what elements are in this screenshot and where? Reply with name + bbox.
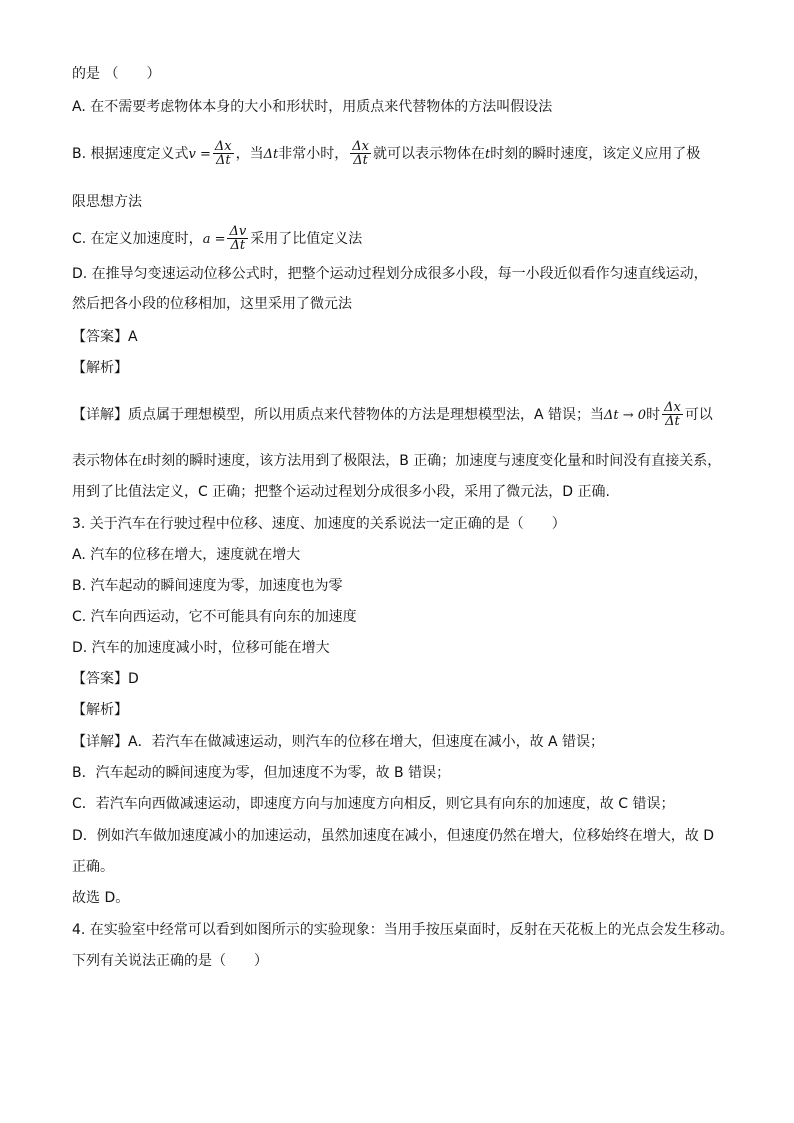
option-a: A. 汽车的位移在增大，速度就在增大 [72,547,301,563]
formula: a = [202,232,226,247]
question-4: 4. 在实验室中经常可以看到如图所示的实验现象：当用手按压桌面时，反射在天花板上的光点会发生移动。 [72,922,734,938]
fraction [227,225,248,252]
numerator: Δx [664,399,681,415]
explanation-line [72,451,721,472]
formula: t [142,454,148,469]
fraction [213,140,234,167]
text: 时刻的瞬时速度，该方法用到了极限法，B 正确；加速度与速度变化量和时间没有直接关系， [147,453,722,469]
answer-label: 【答案】A [72,329,138,345]
denominator: Δt [230,237,246,253]
text: 可以 [684,407,713,423]
explanation-line: 用到了比值法定义，C 正确；把整个运动过程划分成很多小段，采用了微元法，D 正确. [72,484,610,500]
formula: Δt → 0 [604,408,647,423]
option-b: B. 汽车起动的瞬间速度为零，加速度也为零 [72,578,343,594]
analysis-label: 【解析】 [72,702,128,718]
text: 表示物体在 [72,453,142,469]
text: 非常小时， [278,146,349,162]
text: 就可以表示物体在 [372,146,485,162]
text: C. 在定义加速度时， [72,231,203,247]
conclusion-line: 故选 D。 [72,890,130,906]
denominator: Δt [665,413,680,429]
denominator: Δt [215,152,231,168]
denominator: Δt [353,152,368,168]
option-a: A. 在不需要考虑物体本身的大小和形状时，用质点来代替物体的方法叫假设法 [72,99,553,115]
formula: Δt [263,147,279,162]
text-line: 限思想方法 [72,194,142,210]
option-c [72,222,362,257]
option-c: C. 汽车向西运动，它不可能具有向东的加速度 [72,609,357,625]
explanation-line [72,398,713,433]
text: 时 [646,407,661,423]
text: 【详解】质点属于理想模型，所以用质点来代替物体的方法是理想模型法，A 错误；当 [72,407,605,423]
text: ，当 [235,146,264,162]
analysis-label: 【解析】 [72,360,128,376]
text-line: 下列有关说法正确的是（ ） [72,953,268,969]
option-b [72,137,700,172]
numerator: Δx [214,138,232,154]
numerator: Δx [352,138,369,154]
explanation-line: C．若汽车向西做减速运动，即速度方向与加速度方向相反，则它具有向东的加速度，故 C 错误； [72,796,675,812]
formula: v = [188,147,211,162]
explanation-line: B．汽车起动的瞬间速度为零，但加速度不为零，故 B 错误； [72,765,451,781]
text: 采用了比值定义法 [250,231,363,247]
explanation-line: D．例如汽车做加速度减小的加速运动，虽然加速度在减小，但速度仍然在增大，位移始终在增大，故 D [72,828,715,844]
explanation-line: 正确。 [72,859,114,875]
answer-label: 【答案】D [72,671,139,687]
option-d: D. 在推导匀变速运动位移公式时，把整个运动过程划分成很多小段，每一小段近似看作匀速直线运动， [72,266,708,282]
option-d: D. 汽车的加速度减小时，位移可能在增大 [72,640,330,656]
numerator: Δv [229,223,247,239]
fraction [350,140,371,167]
fraction [662,401,683,428]
text: B. 根据速度定义式 [72,146,189,162]
text: 时刻的瞬时速度，该定义应用了极 [490,146,701,162]
explanation-line: 【详解】A．若汽车在做减速运动，则汽车的位移在增大，但速度在减小，故 A 错误； [72,734,605,750]
text-line: 然后把各小段的位移相加，这里采用了微元法 [72,296,352,312]
question-3: 3. 关于汽车在行驶过程中位移、速度、加速度的关系说法一定正确的是（ ） [72,516,566,532]
text-line: 的是 （ ） [72,66,161,82]
formula: t [484,147,491,162]
